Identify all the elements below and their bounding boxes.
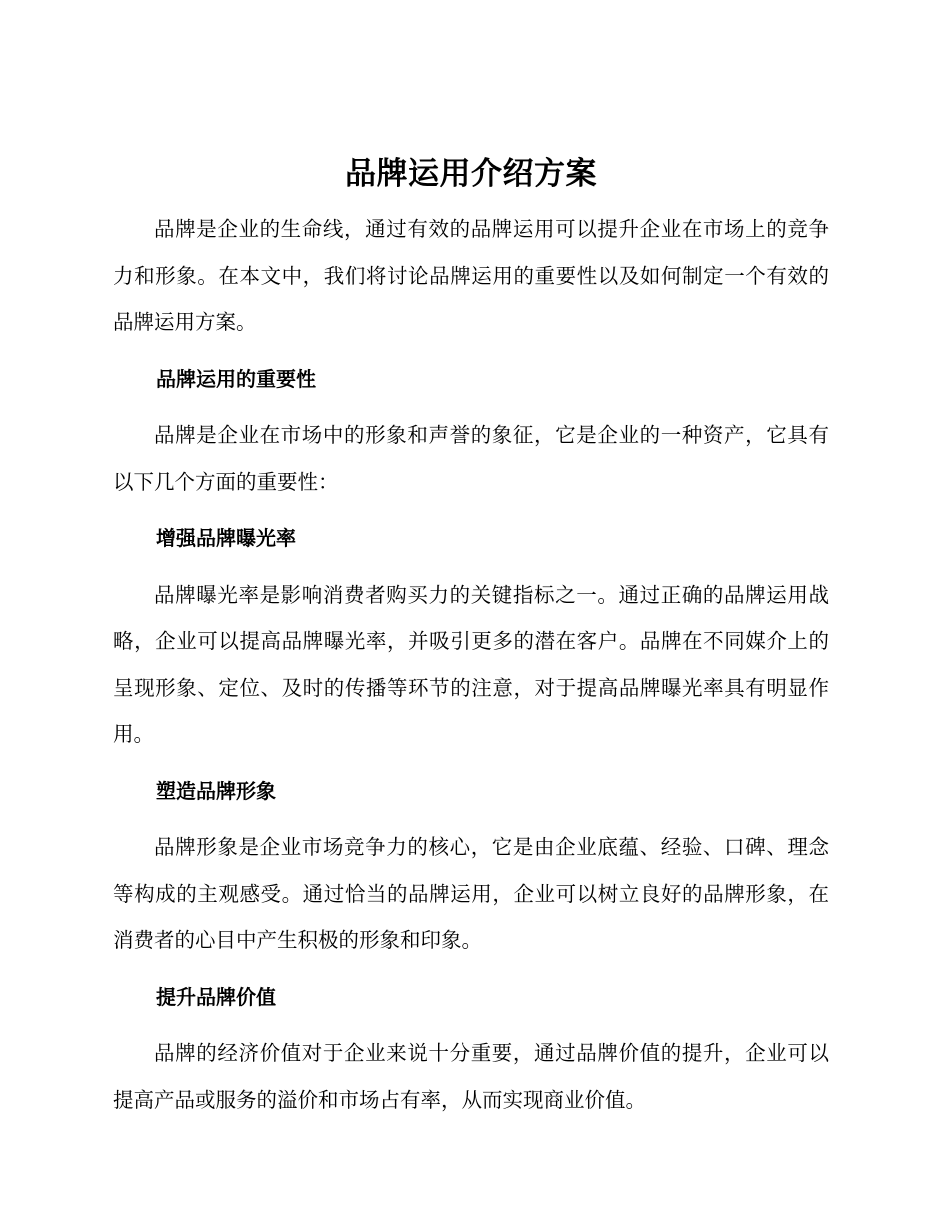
section-heading-importance: 品牌运用的重要性 bbox=[156, 366, 316, 391]
document-title: 品牌运用介绍方案 bbox=[345, 156, 597, 192]
section-heading-image: 塑造品牌形象 bbox=[156, 778, 276, 803]
intro-paragraph: 品牌是企业的生命线，通过有效的品牌运用可以提升企业在市场上的竞争力和形象。在本文中，我们将讨论品牌运用的重要性以及如何制定一个有效的品牌运用方案。 bbox=[113, 217, 829, 334]
section-body-importance: 品牌是企业在市场中的形象和声誉的象征，它是企业的一种资产，它具有以下几个方面的重要性： bbox=[113, 423, 829, 494]
document-page bbox=[113, 148, 829, 1123]
section-body-image: 品牌形象是企业市场竞争力的核心，它是由企业底蕴、经验、口碑、理念等构成的主观感受。通过恰当的品牌运用，企业可以树立良好的品牌形象，在消费者的心目中产生积极的形象和印象。 bbox=[113, 835, 829, 952]
section-heading-exposure: 增强品牌曝光率 bbox=[156, 526, 296, 550]
section-body-exposure: 品牌曝光率是影响消费者购买力的关键指标之一。通过正确的品牌运用战略，企业可以提高品牌曝光率，并吸引更多的潜在客户。品牌在不同媒介上的呈现形象、定位、及时的传播等环节的注意，对于提高品牌曝光率具有明显作用。 bbox=[113, 582, 829, 746]
section-body-value: 品牌的经济价值对于企业来说十分重要，通过品牌价值的提升，企业可以提高产品或服务的溢价和市场占有率，从而实现商业价值。 bbox=[113, 1041, 829, 1112]
section-heading-value: 提升品牌价值 bbox=[156, 984, 276, 1009]
